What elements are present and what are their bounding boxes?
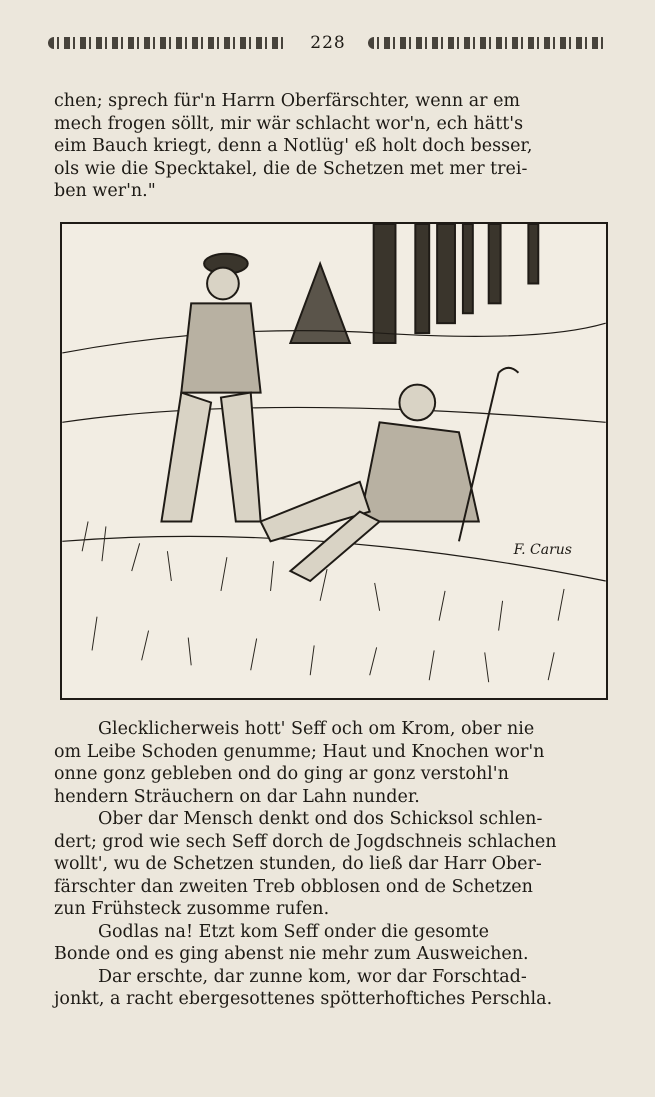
illustration xyxy=(60,222,608,700)
text-line: mech frogen söllt, mir wär schlacht wor'n, ech hätt's xyxy=(54,113,524,134)
text-line: färschter dan zweiten Treb obblosen ond de Schetzen xyxy=(54,876,533,897)
text-line: zun Frühsteck zusomme rufen. xyxy=(54,899,330,919)
text-line: chen; sprech für'n Harrn Oberfärschter, wenn ar em xyxy=(54,91,521,111)
text-line: Dar erschte, dar zunne kom, wor dar Forschtad- xyxy=(98,966,527,987)
text-line: dert; grod wie sech Seff dorch de Jogdschneis schlachen xyxy=(54,831,557,852)
text-line: Godlas na! Etzt kom Seff onder die gesomte xyxy=(98,921,489,942)
artist-signature: F. Carus xyxy=(513,542,572,558)
left-ornament-icon xyxy=(48,37,288,49)
text-line: ben wer'n." xyxy=(54,181,156,201)
page-header xyxy=(48,32,608,54)
text-line: Bonde ond es ging abenst nie mehr zum Ausweichen. xyxy=(54,944,529,964)
right-ornament-icon xyxy=(368,37,608,49)
illustration-drawing xyxy=(62,224,606,698)
text-line: jonkt, a racht ebergesottenes spötterhoftiches Perschla. xyxy=(54,989,553,1009)
paragraph-1 xyxy=(54,90,598,203)
text-line: wollt', wu de Schetzen stunden, do ließ dar Harr Ober- xyxy=(54,854,542,874)
paragraph-2 xyxy=(54,718,598,1011)
text-line: hendern Sträuchern on dar Lahn nunder. xyxy=(54,786,420,807)
text-line: ols wie die Specktakel, die de Schetzen met mer trei- xyxy=(54,158,528,179)
text-line: om Leibe Schoden genumme; Haut und Knochen wor'n xyxy=(54,741,545,762)
text-line: eim Bauch kriegt, denn a Notlüg' eß holt doch besser, xyxy=(54,136,533,156)
page-number: 228 xyxy=(310,33,346,53)
text-line: Glecklicherweis hott' Seff och om Krom, ober nie xyxy=(98,719,535,739)
text-line: onne gonz gebleben ond do ging ar gonz verstohl'n xyxy=(54,764,509,784)
text-line: Ober dar Mensch denkt ond dos Schicksol schlen- xyxy=(98,809,543,829)
